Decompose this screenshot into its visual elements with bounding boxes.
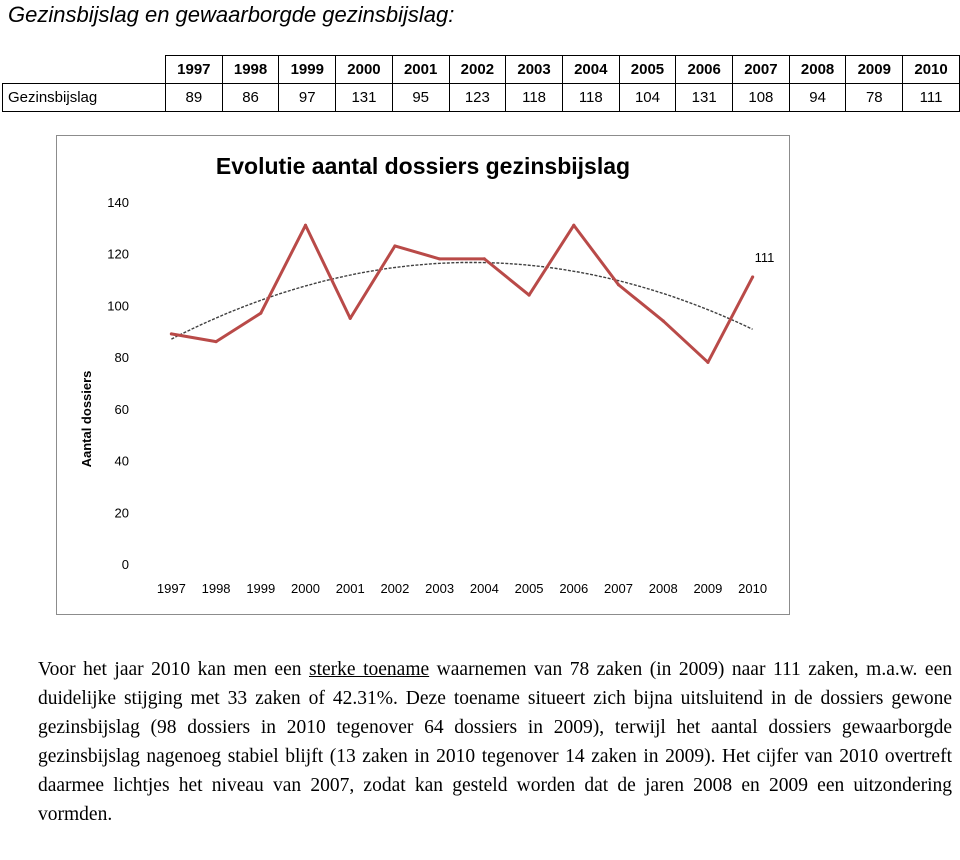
data-point (617, 283, 620, 286)
chart-title: Evolutie aantal dossiers gezinsbijslag (215, 153, 631, 179)
series-line-segment (171, 334, 216, 342)
paragraph-part-1: Voor het jaar 2010 kan men een (38, 659, 310, 680)
table-year-header: 2009 (846, 56, 903, 84)
table-cell: 78 (846, 84, 903, 112)
document-title: Gezinsbijslag en gewaarborgde gezinsbijslag: (8, 2, 455, 27)
x-tick-label: 2009 (693, 581, 723, 596)
table-header-row (3, 56, 960, 84)
y-axis-ticks (107, 195, 129, 572)
table-cell: 131 (336, 84, 393, 112)
y-tick-label: 40 (114, 453, 129, 469)
data-point (483, 257, 486, 260)
y-tick-label: 100 (107, 298, 129, 314)
table-cell: 118 (562, 84, 619, 112)
series-line-segment (708, 277, 753, 362)
trendline-layer (171, 263, 752, 340)
series-line-segment (663, 321, 708, 362)
data-label-layer (755, 250, 775, 265)
table-cell: 123 (449, 84, 506, 112)
series-line-segment (619, 285, 664, 321)
table-year-header: 2001 (392, 56, 449, 84)
series-line-segment (216, 313, 261, 341)
x-tick-label: 2002 (380, 581, 410, 596)
y-axis-title: Aantal dossiers (79, 370, 94, 468)
y-tick-label: 80 (114, 350, 129, 366)
table-cell: 118 (506, 84, 563, 112)
y-tick-label: 0 (121, 557, 129, 572)
table-year-header: 2003 (506, 56, 563, 84)
table-corner-cell (3, 56, 166, 84)
series-line-segment (395, 246, 440, 259)
x-tick-label: 2010 (738, 581, 768, 596)
paragraph-highlight: sterke toename (309, 659, 430, 680)
table-cell: 89 (166, 84, 223, 112)
table-cell: 94 (789, 84, 846, 112)
y-tick-label: 20 (114, 505, 129, 521)
data-point (349, 317, 352, 320)
table-year-header: 1999 (279, 56, 336, 84)
table-year-header: 2002 (449, 56, 506, 84)
table-cell: 97 (279, 84, 336, 112)
x-tick-label: 2007 (604, 581, 633, 596)
data-label: 111 (754, 249, 775, 265)
x-tick-label: 1997 (156, 581, 186, 596)
data-point (304, 224, 307, 227)
table-year-header: 2008 (789, 56, 846, 84)
data-point (572, 224, 575, 227)
row-label: Gezinsbijslag (3, 84, 166, 112)
trendline (171, 263, 752, 340)
data-point (706, 361, 709, 364)
x-axis-ticks (157, 581, 767, 596)
x-tick-label: 2001 (335, 581, 365, 596)
paragraph-part-2: waarnemen van 78 zaken (in 2009) naar 111 zaken, m.a.w. een duidelijke stijging met 33 zaken of 42.31%. Deze toename situeert zich bijna uitsluitend in de dossiers gewone gezinsbijslag (98 dossiers in 2010 tegenover 64 dossiers in 2009), terwijl het aantal dossiers gewaarborgde gezinsbijslag nagenoeg stabiel blijft (13 zaken in 2010 tegenover 14 zaken in 2009). Het cijfer van 2010 overtreft daarmee lichtjes het niveau van 2007, zodat kan gesteld worden dat de jaren 2008 en 2009 een uitzondering vormden. (38, 659, 952, 825)
data-point (215, 340, 218, 343)
series-layer (170, 224, 754, 364)
data-point (751, 275, 754, 278)
table-year-header: 2006 (676, 56, 733, 84)
data-table (2, 55, 960, 112)
series-line-segment (484, 259, 529, 295)
table-year-header: 2000 (336, 56, 393, 84)
y-tick-label: 60 (114, 401, 129, 417)
x-tick-label: 2006 (559, 581, 589, 596)
series-line-segment (306, 225, 351, 318)
table-row (3, 84, 960, 112)
table-year-header: 2004 (562, 56, 619, 84)
table-cell: 111 (903, 84, 960, 112)
x-tick-label: 2000 (291, 581, 320, 596)
x-tick-label: 2008 (648, 581, 678, 596)
x-tick-label: 2005 (514, 581, 544, 596)
x-tick-label: 2004 (469, 581, 499, 596)
series-line-segment (261, 225, 306, 313)
y-tick-label: 140 (107, 195, 129, 210)
series-line-segment (529, 225, 574, 295)
table-year-header: 1997 (166, 56, 223, 84)
line-chart (57, 136, 791, 616)
data-point (393, 244, 396, 247)
data-point (438, 257, 441, 260)
x-tick-label: 1998 (201, 581, 231, 596)
data-point (259, 312, 262, 315)
series-line-segment (350, 246, 395, 318)
table-year-header: 2005 (619, 56, 676, 84)
body-paragraph (38, 655, 952, 829)
table-cell: 108 (733, 84, 790, 112)
table-cell: 131 (676, 84, 733, 112)
table-year-header: 2007 (733, 56, 790, 84)
chart-frame (56, 135, 790, 615)
x-tick-label: 2003 (425, 581, 455, 596)
x-tick-label: 1999 (246, 581, 276, 596)
data-point (528, 294, 531, 297)
table-cell: 95 (392, 84, 449, 112)
data-point (662, 319, 665, 322)
table-cell: 104 (619, 84, 676, 112)
table-year-header: 1998 (222, 56, 279, 84)
data-point (170, 332, 173, 335)
table-cell: 86 (222, 84, 279, 112)
table-year-header: 2010 (903, 56, 960, 84)
y-tick-label: 120 (107, 246, 129, 262)
